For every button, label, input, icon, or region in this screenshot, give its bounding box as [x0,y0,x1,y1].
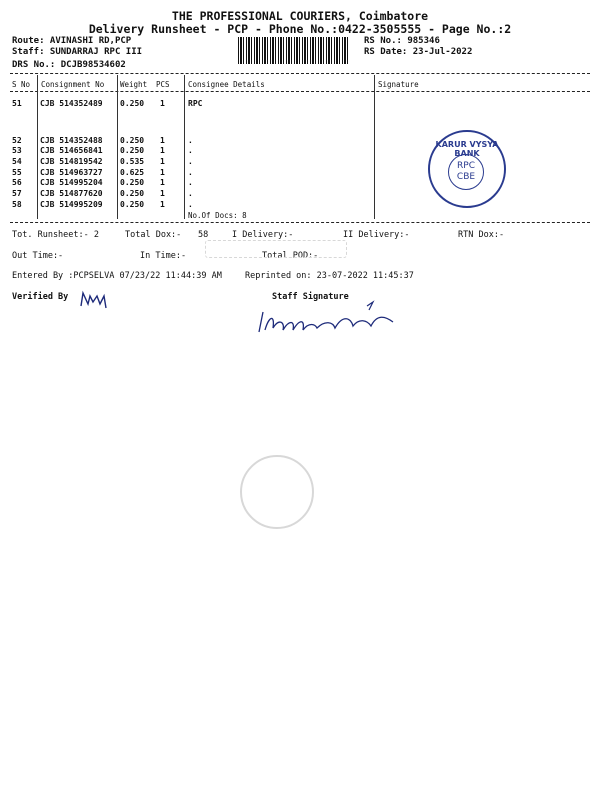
drs-label: DRS No.: DCJB98534602 [12,60,126,70]
table-row-pcs: 1 [160,189,165,198]
table-row-details: . [188,146,193,155]
table-row-sno: 56 [12,178,22,187]
stamp-bank-name: KARUR VYSYA BANK [435,140,499,158]
rs-number: RS No.: 985346 [364,36,440,46]
table-row-details: . [188,168,193,177]
barcode [238,37,350,64]
table-row-sno: 58 [12,200,22,209]
table-row-details: . [188,200,193,209]
no-of-docs: No.Of Docs: 8 [188,211,247,220]
total-dox-label: Total Dox:- [125,230,182,240]
table-row-sno: 52 [12,136,22,145]
table-row-weight: 0.250 [120,99,145,108]
i-delivery: I Delivery:- [232,230,294,240]
out-time: Out Time:- [12,251,64,261]
rs-date: RS Date: 23-Jul-2022 [364,47,473,57]
col-line [374,75,375,219]
verified-signature [78,290,112,310]
header-rule [10,91,590,92]
table-row-consignment: CJB 514995209 [40,200,103,209]
table-row-details: . [188,189,193,198]
table-row-pcs: 1 [160,136,165,145]
verified-by-label: Verified By [12,292,69,302]
table-row-sno: 53 [12,146,22,155]
table-row-pcs: 1 [160,178,165,187]
bank-stamp [428,130,506,208]
col-header-consignee: Consignee Details [188,80,265,89]
total-dox-value: 58 [198,230,209,240]
in-time: In Time:- [140,251,187,261]
route-label: Route: AVINASHI RD,PCP [12,36,132,46]
table-row-weight: 0.625 [120,168,145,177]
ii-delivery: II Delivery:- [343,230,410,240]
table-row-consignment: CJB 514963727 [40,168,103,177]
staff-label: Staff: SUNDARRAJ RPC III [12,47,143,57]
table-row-weight: 0.250 [120,189,145,198]
rtn-dox: RTN Dox:- [458,230,505,240]
faint-stamp-mark [205,240,347,258]
table-row-weight: 0.535 [120,157,145,166]
stamp-line1: RPC [457,161,475,171]
col-header-signature: Signature [378,80,419,89]
col-header-pcs: PCS [156,80,170,89]
table-row-sno: 51 [12,99,22,108]
table-row-consignment: CJB 514352488 [40,136,103,145]
col-line [37,75,38,219]
table-row-details: . [188,136,193,145]
runsheet-subtitle: Delivery Runsheet - PCP - Phone No.:0422-3505555 - Page No.:2 [88,22,512,36]
faint-circle-stamp [240,455,314,529]
table-row-weight: 0.250 [120,136,145,145]
table-row-pcs: 1 [160,168,165,177]
col-line [184,75,185,219]
table-row-weight: 0.250 [120,200,145,209]
table-row-consignment: CJB 514819542 [40,157,103,166]
staff-signature-label: Staff Signature [272,292,349,302]
total-pod: Total POD:- [262,251,319,261]
col-line [117,75,118,219]
col-header-weight: Weight [120,80,148,89]
table-bottom-rule [10,222,590,223]
table-row-sno: 55 [12,168,22,177]
reprinted-on: Reprinted on: 23-07-2022 11:45:37 [245,271,414,281]
table-row-pcs: 1 [160,99,165,108]
table-row-pcs: 1 [160,200,165,209]
table-row-sno: 57 [12,189,22,198]
table-row-details: . [188,178,193,187]
stamp-line2: CBE [456,172,476,182]
table-row-consignment: CJB 514995204 [40,178,103,187]
table-top-rule [10,73,590,74]
table-row-pcs: 1 [160,157,165,166]
table-row-consignment: CJB 514352489 [40,99,103,108]
col-header-sno: S No [12,80,31,89]
entered-by: Entered By :PCPSELVA 07/23/22 11:44:39 AM [12,271,222,281]
stamp-inner-ring [448,154,484,190]
table-row-sno: 54 [12,157,22,166]
table-row-weight: 0.250 [120,146,145,155]
staff-signature [255,300,405,340]
table-row-consignment: CJB 514877620 [40,189,103,198]
company-title: THE PROFESSIONAL COURIERS, Coimbatore [171,9,429,23]
table-row-consignment: CJB 514656841 [40,146,103,155]
table-row-pcs: 1 [160,146,165,155]
tot-runsheet: Tot. Runsheet:- 2 [12,230,99,240]
col-header-consignment: Consignment No [41,80,105,89]
table-row-details: RPC [188,99,203,108]
table-row-weight: 0.250 [120,178,145,187]
table-row-details: . [188,157,193,166]
